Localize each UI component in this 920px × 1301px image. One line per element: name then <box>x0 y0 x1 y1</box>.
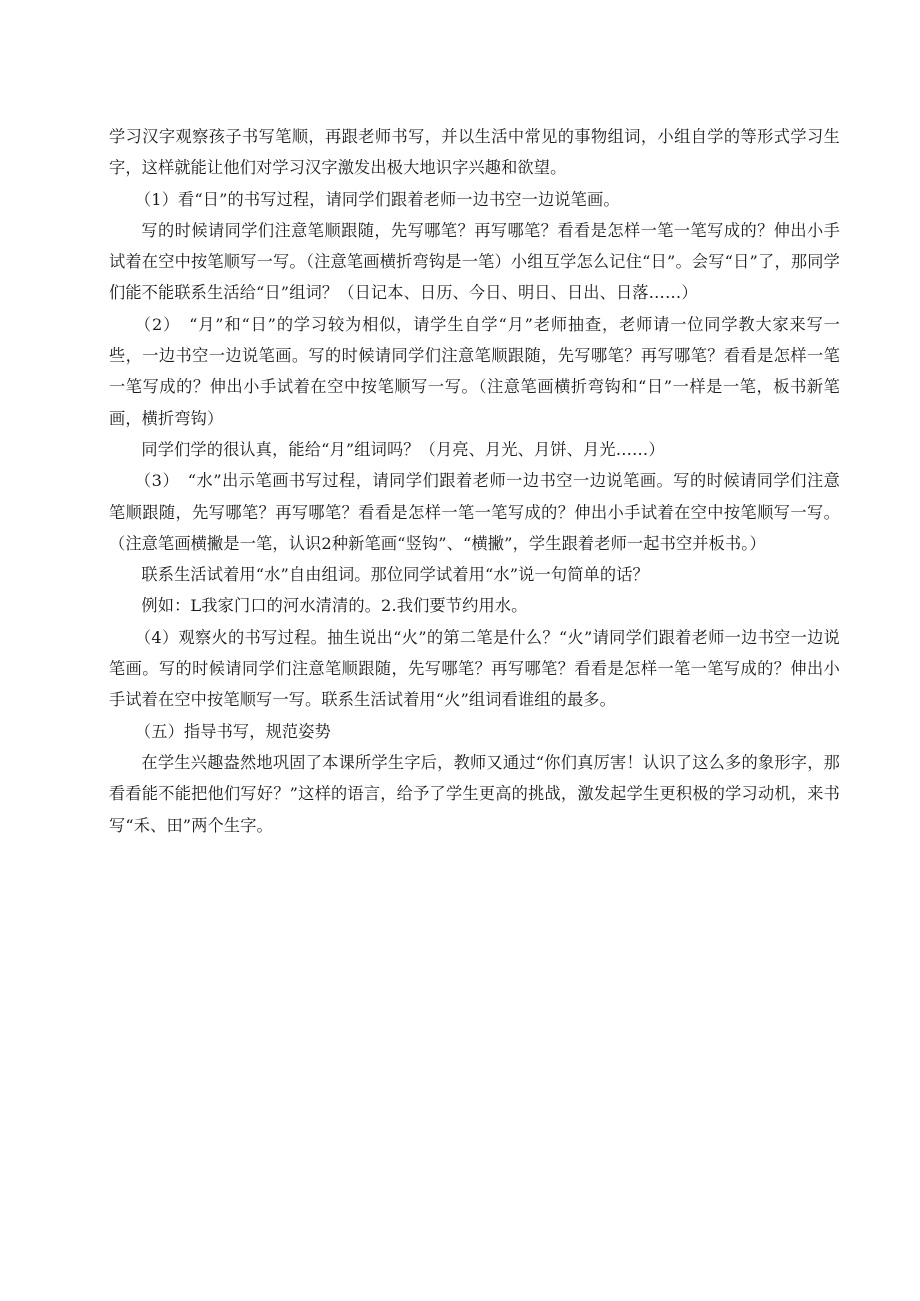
paragraph-ri-writing: 写的时候请同学们注意笔顺跟随，先写哪笔？再写哪笔？看看是怎样一笔一笔写成的？伸出小手试着在空中按笔顺写一写。（注意笔画横折弯钩是一笔）小组互学怎么记住“日”。会写“日”了，那同学们能不能联系生活给“日”组词？（日记本、日历、今日、明日、日出、日落……） <box>109 220 840 303</box>
paragraph-guided-writing: 在学生兴趣盎然地巩固了本课所学生字后，教师又通过“你们真厉害！认识了这么多的象形字，那看看能不能把他们写好？”这样的语言，给予了学生更高的挑战，激发起学生更积极的学习动机，来书写“禾、田”两个生字。 <box>109 752 840 835</box>
paragraph-yue-words: 同学们学的很认真，能给“月”组词吗？（月亮、月光、月饼、月光……） <box>141 439 665 459</box>
paragraph-step-2-yue: （2） “月”和“日”的学习较为相似，请学生自学“月”老师抽查，老师请一位同学教大家来写一些，一边书空一边说笔画。写的时候请同学们注意笔顺跟随，先写哪笔？再写哪笔？看看是怎样一笔一笔写成的？伸出小手试着在空中按笔顺写一写。（注意笔画横折弯钩和“日”一样是一笔，板书新笔画，横折弯钩） <box>109 314 840 428</box>
paragraph-intro-continued: 学习汉字观察孩子书写笔顺，再跟老师书写，并以生活中常见的事物组词，小组自学的等形式学习生字，这样就能让他们对学习汉字激发出极大地识字兴趣和欲望。 <box>109 127 840 178</box>
paragraph-shui-example: 例如：L我家门口的河水清清的。2.我们要节约用水。 <box>141 596 528 616</box>
paragraph-shui-words: 联系生活试着用“水”自由组词。那位同学试着用“水”说一句简单的话？ <box>141 565 649 585</box>
paragraph-step-3-shui: （3） “水”出示笔画书写过程，请同学们跟着老师一边书空一边说笔画。写的时候请同学们注意笔顺跟随，先写哪笔？再写哪笔？看看是怎样一笔一笔写成的？伸出小手试着在空中按笔顺写一写。（注意笔画横撇是一笔，认识2种新笔画“竖钩”、“横撇”，学生跟着老师一起书空并板书。） <box>109 471 840 553</box>
section-heading-guided-writing: （五）指导书写，规范姿势 <box>134 721 331 741</box>
paragraph-step-4-huo: （4）观察火的书写过程。抽生说出“火”的第二笔是什么？“火”请同学们跟着老师一边书空一边说笔画。写的时候请同学们注意笔顺跟随，先写哪笔？再写哪笔？看看是怎样一笔一笔写成的？伸出小手试着在空中按笔顺写一写。联系生活试着用“火”组词看谁组的最多。 <box>109 627 840 710</box>
paragraph-step-1-ri: （1）看“日”的书写过程，请同学们跟着老师一边书空一边说笔画。 <box>134 189 620 209</box>
